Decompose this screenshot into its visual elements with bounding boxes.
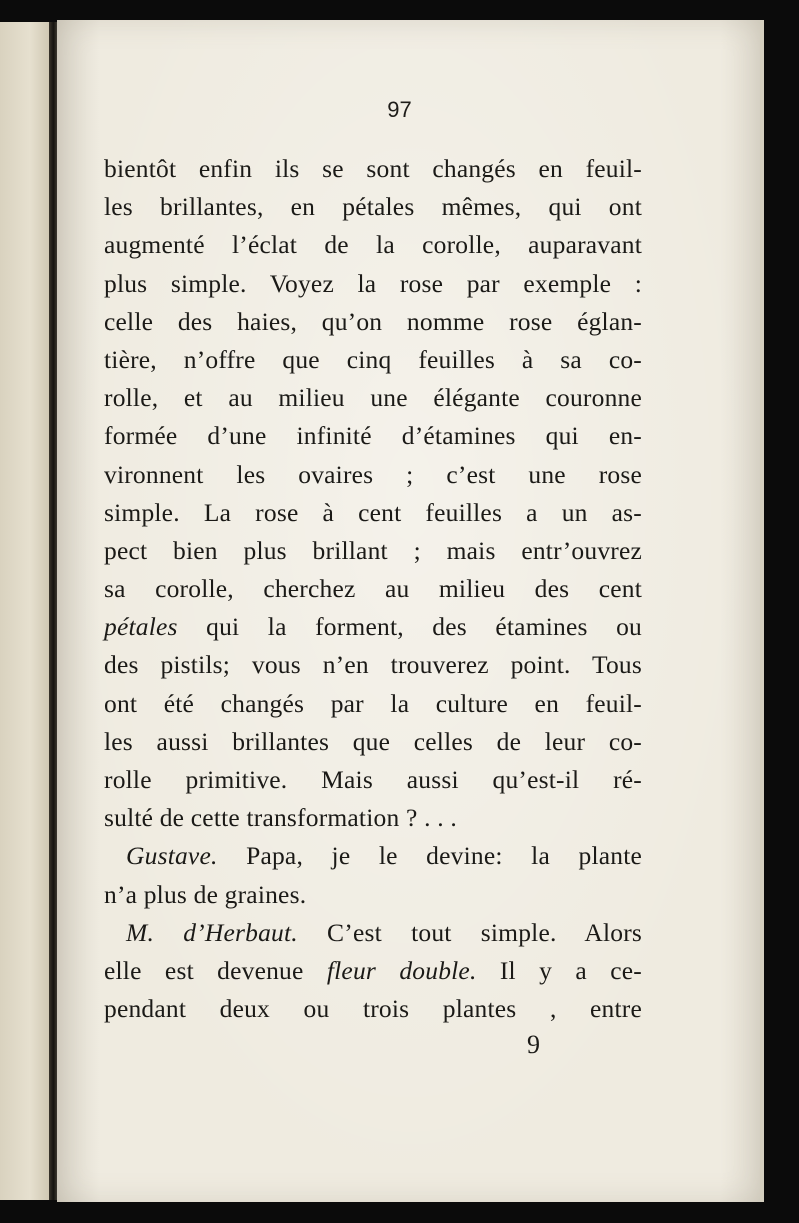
text-segment: vironnent les ovaires ; c’est une rose [104, 459, 642, 489]
text-segment: les brillantes, en pétales mêmes, qui ont [104, 192, 642, 222]
text-line [104, 150, 642, 188]
text-line [104, 379, 642, 417]
text-segment: rolle, et au milieu une élégante couronne [104, 383, 642, 413]
text-line [104, 226, 642, 264]
text-line [104, 532, 642, 570]
text-segment: augmenté l’éclat de la corolle, auparavant [104, 230, 642, 260]
text-segment: ont été changés par la culture en feuil- [104, 688, 642, 718]
text-line [104, 723, 642, 761]
text-line [104, 952, 642, 990]
text-line [104, 761, 642, 799]
text-line [104, 188, 642, 226]
left-page-edge [0, 22, 50, 1200]
text-segment: n’a plus de graines. [104, 879, 307, 909]
text-segment: sa corolle, cherchez au milieu des cent [104, 574, 642, 604]
text-segment: Papa, je le devine: la plante [217, 841, 642, 871]
text-segment: rolle primitive. Mais aussi qu’est-il ré- [104, 765, 642, 794]
text-line [104, 494, 642, 532]
italic-text: Gustave. [126, 841, 218, 871]
text-line [104, 646, 642, 684]
text-line [104, 799, 642, 837]
text-segment: simple. La rose à cent feuilles a un as- [104, 497, 642, 527]
italic-text: M. d’Herbaut. [126, 917, 298, 947]
text-segment: des pistils; vous n’en trouverez point. Tous [104, 650, 642, 680]
text-segment: Il y a ce- [476, 955, 642, 985]
text-line [104, 570, 642, 608]
text-line [104, 837, 642, 875]
text-line [104, 341, 642, 379]
text-segment: les aussi brillantes que celles de leur co- [104, 726, 642, 756]
text-segment: celle des haies, qu’on nomme rose églan- [104, 306, 642, 336]
page-right-edge [760, 20, 764, 1202]
text-line [104, 303, 642, 341]
text-line [104, 417, 642, 455]
italic-text: fleur double. [326, 955, 477, 985]
text-segment: C’est tout simple. Alors [297, 917, 643, 947]
text-line [104, 685, 642, 723]
page-number: 97 [387, 97, 412, 122]
text-line [104, 990, 642, 1028]
page-body-text [104, 150, 642, 1028]
text-segment: pendant deux ou trois plantes , entre [104, 994, 642, 1024]
text-segment: qui la forment, des étamines ou [177, 612, 642, 642]
italic-text: pétales [104, 612, 178, 642]
text-segment: pect bien plus brillant ; mais entr’ouvrez [104, 535, 642, 565]
text-segment: bientôt enfin ils se sont changés en feuil- [104, 154, 642, 183]
signature-mark: 9 [527, 1030, 540, 1059]
text-segment: formée d’une infinité d’étamines qui en- [104, 421, 642, 451]
text-line [104, 914, 642, 952]
text-line [104, 265, 642, 303]
text-segment: plus simple. Voyez la rose par exemple : [104, 268, 642, 298]
text-line [104, 608, 642, 646]
text-line [104, 456, 642, 494]
text-segment: tière, n’offre que cinq feuilles à sa co- [104, 344, 642, 374]
text-line [104, 876, 642, 914]
text-segment: sulté de cette transformation ? . . . [104, 803, 457, 833]
text-segment: elle est devenue [104, 955, 327, 985]
